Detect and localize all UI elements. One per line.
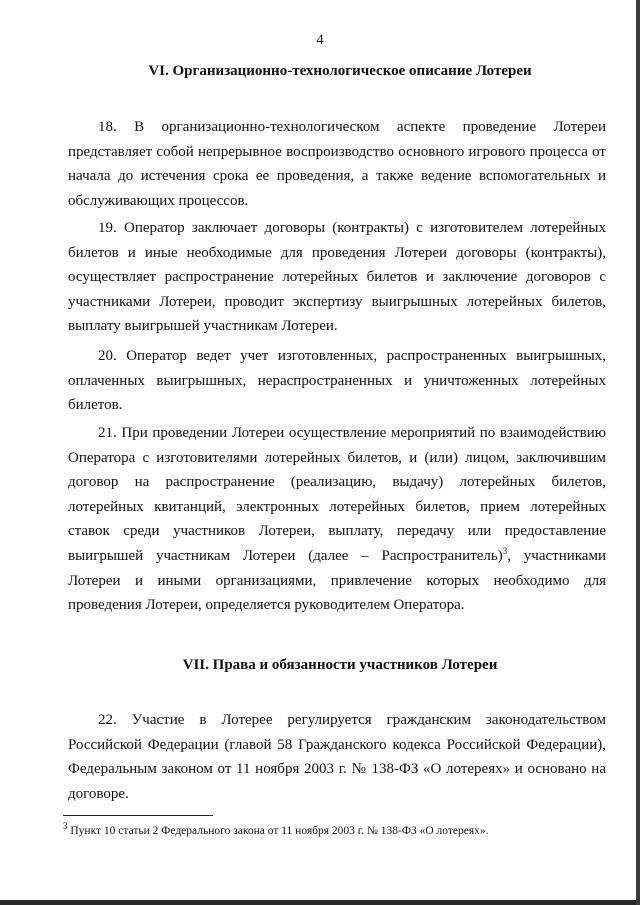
section-vi-heading: VI. Организационно-технологическое описание Лотереи	[148, 63, 532, 79]
paragraph-20: 20. Оператор ведет учет изготовленных, распространенных выигрышных, оплаченных выигрышных, нераспространенных и уничтоженных лотерейных билетов.	[68, 348, 606, 414]
paragraph-19: 19. Оператор заключает договоры (контракты) с изготовителем лотерейных билетов и иные необходимые для проведения Лотереи договоры (контракты), осуществляет распространение лотерейных билетов и заключение договоров с участниками Лотереи, проводит экспертизу выигрышных лотерейных билетов, выплату выигрышей участникам Лотереи.	[68, 220, 606, 335]
paragraph-18: 18. В организационно-технологическом аспекте проведение Лотереи представляет собой непрерывное воспроизводство основного игрового процесса от начала до истечения срока ее проведения, а также ведение вспомогательных и обслуживающих процессов.	[68, 119, 606, 209]
scan-edge-bottom	[0, 900, 640, 905]
page-number: 4	[316, 32, 324, 48]
paragraph-22: 22. Участие в Лотерее регулируется гражданским законодательством Российской Федерации (главой 58 Гражданского кодекса Российской Федерации), Федеральным законом от 11 ноября 2003 г. № 138-ФЗ «О лотереях» и основано на договоре.	[68, 712, 606, 802]
paragraph-21-text-start: 21. При проведении Лотереи осуществление мероприятий по взаимодействию Оператора с изготовителями лотерейных билетов, и (или) лицом, заключившим договор на распространение (реализацию, выдачу) лотерейных билетов, лотерейных квитанций, электронных лотерейных билетов, прием лотерейных ставок среди участников Лотереи, выплату, передачу или предоставление выигрышей участникам Лотереи (далее – Распространитель)	[68, 425, 606, 564]
paragraph-21-text-end: , участниками Лотереи и иными организациями, привлечение которых необходимо для проведения Лотереи, определяется руководителем Оператора.	[68, 547, 606, 614]
footnote	[63, 821, 618, 838]
footnote-text: Пункт 10 статьи 2 Федерального закона от 11 ноября 2003 г. № 138-ФЗ «О лотереях».	[70, 825, 489, 837]
paragraph-21	[68, 421, 606, 618]
footnote-reference: 3	[502, 545, 508, 556]
section-vii-heading: VII. Права и обязанности участников Лотереи	[182, 657, 498, 673]
footnote-marker: 3	[63, 821, 68, 832]
scan-edge-right	[636, 0, 640, 905]
footnote-divider	[63, 815, 213, 816]
